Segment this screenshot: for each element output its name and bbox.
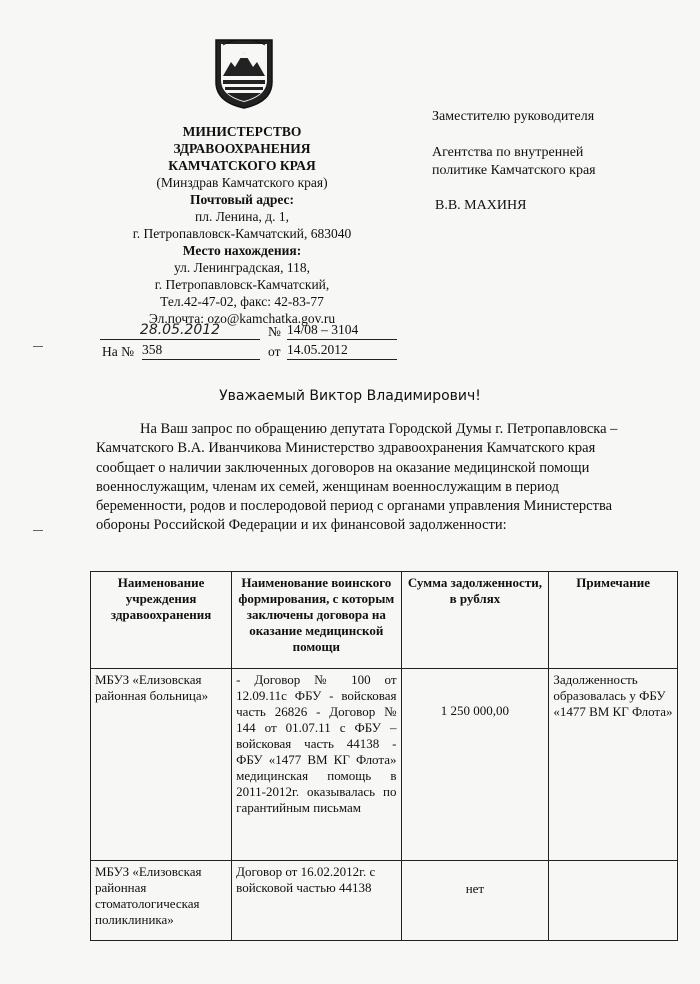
- cell-institution: МБУЗ «Елизовская районная больница»: [91, 669, 232, 861]
- table-row: [91, 669, 678, 861]
- ministry-name-line3: КАМЧАТСКОГО КРАЯ: [168, 158, 316, 173]
- in-reply-number: [142, 342, 260, 360]
- cell-contract: Договор от 16.02.2012г. с войсковой частью 44138: [232, 861, 401, 941]
- outgoing-number-value: 14/08 – 3104: [287, 322, 359, 337]
- location-line1: ул. Ленинградская, 118,: [174, 260, 310, 275]
- number-label: №: [268, 324, 281, 339]
- margin-mark: [33, 530, 43, 531]
- from-label: от: [268, 344, 281, 359]
- outgoing-date: 28.05.2012: [100, 322, 260, 340]
- postal-address-label: Почтовый адрес:: [189, 192, 295, 207]
- header-note: Примечание: [549, 572, 678, 669]
- cell-note: Задолженность образовалась у ФБУ «1477 ВМ КГ Флота»: [549, 669, 678, 861]
- body-line: обороны Российской Федерации и их финансовой задолженности:: [96, 517, 507, 534]
- debts-table: [90, 571, 678, 941]
- recipient-name: В.В. МАХИНЯ: [435, 198, 527, 213]
- cell-amount: нет: [401, 861, 549, 941]
- recipient-agency-line2: политике Камчатского края: [432, 163, 596, 178]
- greeting: Уважаемый Виктор Владимирович!: [219, 388, 481, 404]
- recipient-agency-line1: Агентства по внутренней: [432, 145, 584, 160]
- body-line: сообщает о наличии заключенных договоров на оказание медицинской помощи: [96, 459, 590, 476]
- table-row: [91, 861, 678, 941]
- header-institution: Наименование учреждения здравоохранения: [91, 572, 232, 669]
- body-line: Камчатского В.А. Иванчикова Министерство здравоохранения Камчатского края: [96, 440, 596, 457]
- body-line: беременности, родов и послеродовой период с органами управления Министерства: [96, 498, 613, 515]
- location-label: Место нахождения:: [182, 243, 302, 258]
- sender-block: [92, 123, 392, 327]
- body-line: На Ваш запрос по обращению депутата Городской Думы г. Петропавловска –: [140, 421, 618, 437]
- recipient-position: Заместителю руководителя: [432, 109, 595, 124]
- margin-mark: [33, 346, 43, 347]
- recipient-block: [432, 108, 672, 218]
- cell-institution: МБУЗ «Елизовская районная стоматологическая поликлиника»: [91, 861, 232, 941]
- cell-contract: - Договор № 100 от 12.09.11с ФБУ - войсковая часть 26826 - Договор № 144 от 01.07.11 с ФБУ – войсковая часть 44138 - ФБУ «1477 ВМ КГ Флота» медицинская помощь в 2011-2012г. оказывалась по гарантийным письмам: [232, 669, 401, 861]
- in-reply-date-value: 14.05.2012: [287, 342, 348, 357]
- email: Эл.почта: ozo@kamchatka.gov.ru: [148, 311, 336, 326]
- body-paragraph: [96, 420, 672, 536]
- in-reply-date: [287, 342, 397, 360]
- cell-amount: 1 250 000,00: [401, 669, 549, 861]
- ministry-name-line1: МИНИСТЕРСТВО: [182, 124, 302, 139]
- in-reply-label: На №: [102, 344, 134, 359]
- postal-address-line2: г. Петропавловск-Камчатский, 683040: [132, 226, 352, 241]
- body-line: военнослужащим, членам их семей, женщинам военнослужащим в период: [96, 478, 560, 495]
- header-debt-amount: Сумма задолженности, в рублях: [401, 572, 549, 669]
- outgoing-number: [287, 322, 397, 340]
- cell-note: [549, 861, 678, 941]
- ministry-short-name: (Минздрав Камчатского края): [156, 175, 328, 190]
- letter-references: [0, 320, 700, 365]
- ministry-name-line2: ЗДРАВООХРАНЕНИЯ: [173, 141, 311, 156]
- in-reply-number-value: 358: [142, 342, 163, 357]
- location-line2: г. Петропавловск-Камчатский,: [154, 277, 330, 292]
- phone-fax: Тел.42-47-02, факс: 42-83-77: [160, 294, 324, 309]
- header-military-unit: Наименование воинского формирования, с которым заключены договора на оказание медицинской помощи: [232, 572, 401, 669]
- table-header-row: [91, 572, 678, 669]
- coat-of-arms-emblem: [213, 36, 275, 110]
- postal-address-line1: пл. Ленина, д. 1,: [195, 209, 289, 224]
